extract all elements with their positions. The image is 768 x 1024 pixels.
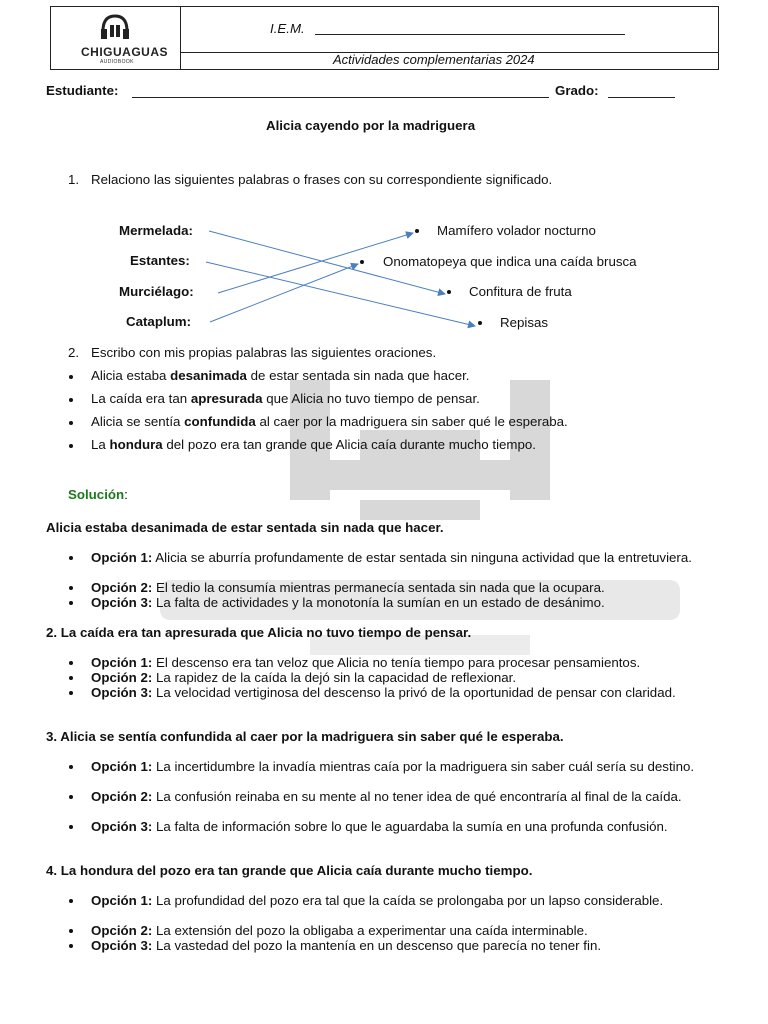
solution-heading-4: 4. La hondura del pozo era tan grande que Alicia caía durante mucho tiempo. [46, 863, 533, 878]
option-3-1: Opción 1: La incertidumbre la invadía mientras caía por la madriguera sin saber cuál sería su destino. [91, 759, 695, 774]
bullet [69, 556, 73, 560]
solution-label: Solución: [68, 487, 128, 502]
bullet [69, 899, 73, 903]
solution-heading-3: 3. Alicia se sentía confundida al caer por la madriguera sin saber qué le esperaba. [46, 729, 564, 744]
option-1-3: Opción 3: La falta de actividades y la monotonía la sumían en un estado de desánimo. [91, 595, 605, 610]
match-right-onomatopeya: Onomatopeya que indica una caída brusca [383, 254, 637, 269]
bullet [69, 795, 73, 799]
q2-sentence-2: La caída era tan apresurada que Alicia no tuvo tiempo de pensar. [91, 391, 480, 406]
bullet [69, 375, 73, 379]
arrow-estantes-repisas [206, 262, 475, 326]
match-left-murcielago: Murciélago: [119, 284, 194, 299]
match-left-cataplum: Cataplum: [126, 314, 192, 329]
grade-label: Grado: [555, 83, 599, 98]
option-3-2: Opción 2: La confusión reinaba en su mente al no tener idea de qué encontraría al final de la caída. [91, 789, 682, 804]
matching-arrows [0, 0, 768, 400]
option-4-2: Opción 2: La extensión del pozo la obligaba a experimentar una caída interminable. [91, 923, 588, 938]
iem-label: I.E.M. [270, 21, 305, 36]
solution-heading-1: Alicia estaba desanimada de estar sentada sin nada que hacer. [46, 520, 444, 535]
option-3-3: Opción 3: La falta de información sobre lo que le aguardaba la sumía en una profunda confusión. [91, 819, 668, 834]
q2-sentence-3: Alicia se sentía confundida al caer por la madriguera sin saber qué le esperaba. [91, 414, 568, 429]
match-right-mamifero: Mamífero volador nocturno [437, 223, 596, 238]
bullet [69, 398, 73, 402]
q1-number: 1. [68, 172, 80, 187]
q2-number: 2. [68, 345, 80, 360]
match-left-estantes: Estantes: [130, 253, 190, 268]
q2-sentence-1: Alicia estaba desanimada de estar sentada sin nada que hacer. [91, 368, 470, 383]
option-4-3: Opción 3: La vastedad del pozo la mantenía en un descenso que parecía no tener fin. [91, 938, 602, 953]
bullet [69, 421, 73, 425]
page-title: Alicia cayendo por la madriguera [266, 118, 476, 133]
bullet [69, 586, 73, 590]
option-1-2: Opción 2: El tedio la consumía mientras permanecía sentada sin nada que la ocupara. [91, 580, 605, 595]
option-4-1: Opción 1: La profundidad del pozo era tal que la caída se prolongaba por un lapso considerable. [91, 893, 664, 908]
header-subtitle: Actividades complementarias 2024 [333, 52, 535, 67]
option-2-1: Opción 1: El descenso era tan veloz que Alicia no tenía tiempo para procesar pensamientos. [91, 655, 641, 670]
bullet [69, 765, 73, 769]
bullet [69, 444, 73, 448]
logo-subtext: AUDIOBOOK [100, 59, 134, 65]
student-label: Estudiante: [46, 83, 119, 98]
option-2-3: Opción 3: La velocidad vertiginosa del descenso la privó de la oportunidad de pensar con claridad. [91, 685, 676, 700]
bullet [69, 601, 73, 605]
solution-heading-2: 2. La caída era tan apresurada que Alicia no tuvo tiempo de pensar. [46, 625, 472, 640]
logo-text: CHIGUAGUAS [81, 45, 169, 59]
bullet [69, 825, 73, 829]
bullet [69, 676, 73, 680]
q2-sentence-4: La hondura del pozo era tan grande que Alicia caía durante mucho tiempo. [91, 437, 536, 452]
bullet [69, 691, 73, 695]
match-left-mermelada: Mermelada: [119, 223, 193, 238]
bullet [69, 661, 73, 665]
q2-text: Escribo con mis propias palabras las siguientes oraciones. [91, 345, 437, 360]
option-2-2: Opción 2: La rapidez de la caída la dejó sin la capacidad de reflexionar. [91, 670, 517, 685]
match-right-confitura: Confitura de fruta [469, 284, 572, 299]
bullet [69, 944, 73, 948]
arrow-murcielago-mamifero [218, 233, 413, 293]
match-right-repisas: Repisas [500, 315, 549, 330]
option-1-1: Opción 1: Alicia se aburría profundamente de estar sentada sin ninguna actividad que la entretuviera. [91, 550, 692, 565]
bullet [69, 929, 73, 933]
q1-text: Relaciono las siguientes palabras o frases con su correspondiente significado. [91, 172, 553, 187]
